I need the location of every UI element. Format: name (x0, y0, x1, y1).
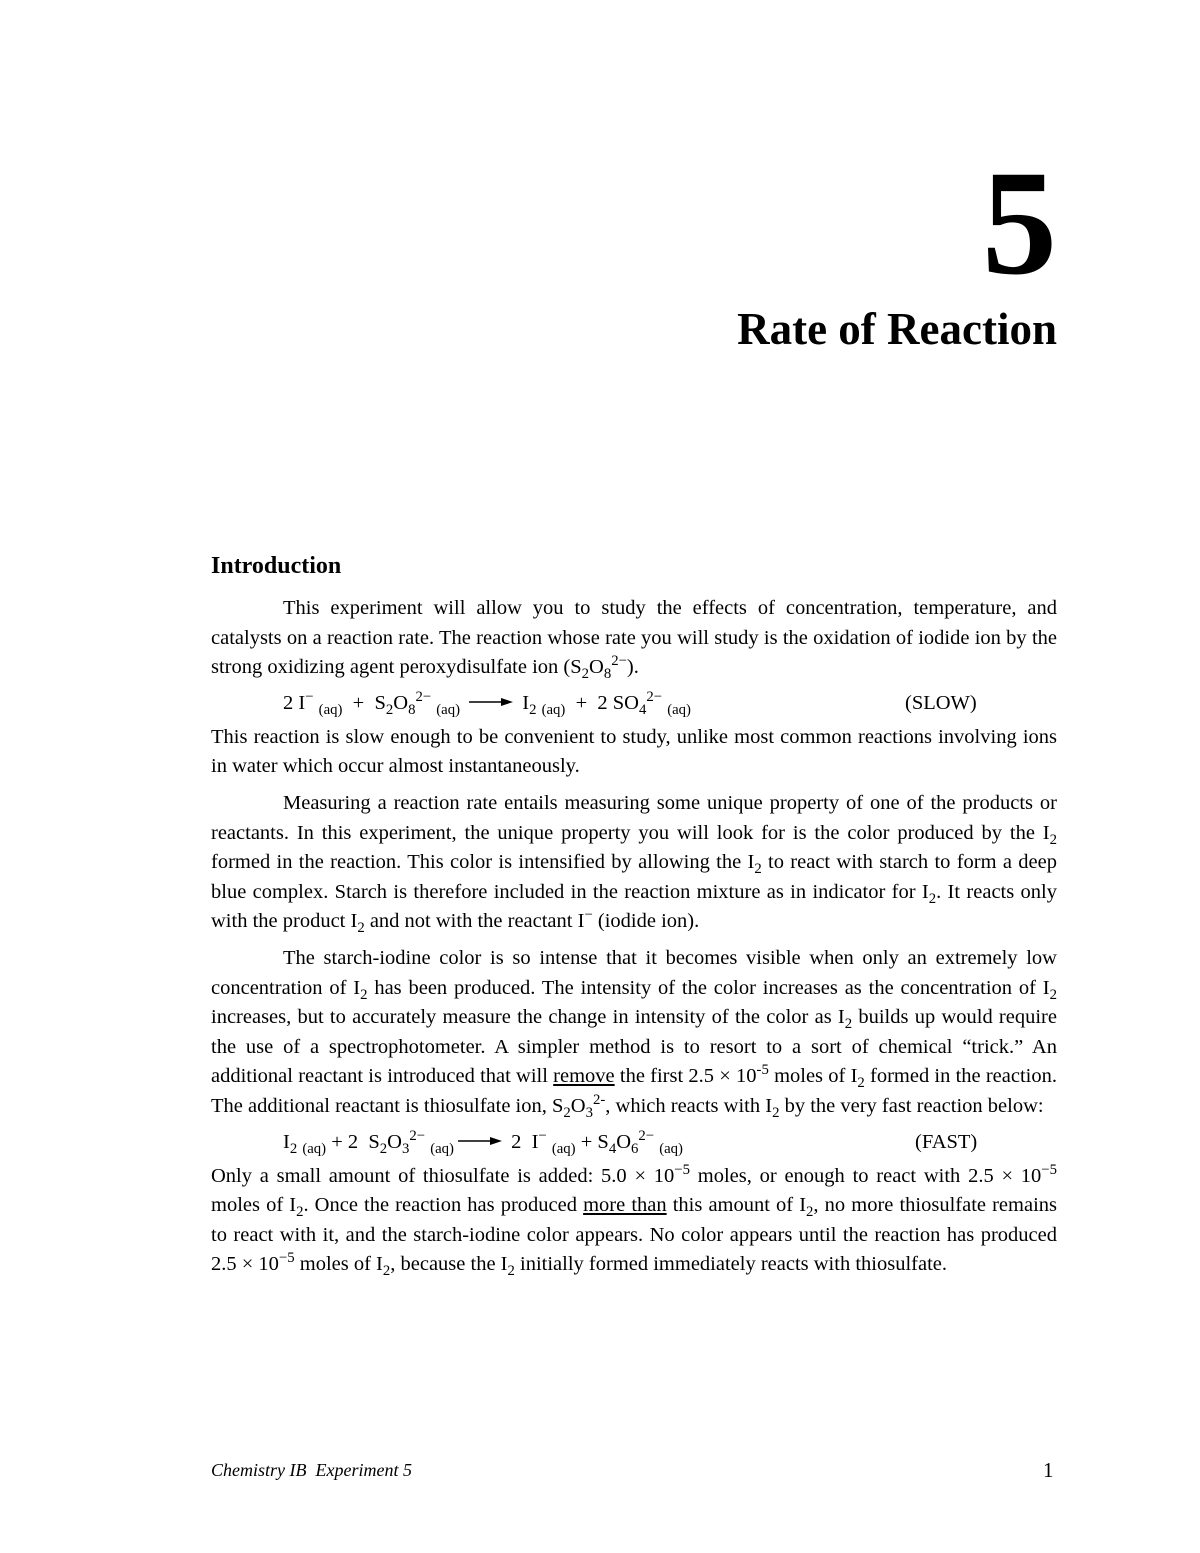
paragraph-thiosulfate: Only a small amount of thiosulfate is added: $5.0 \times 10^{-5}$ moles, or enough to react with $2.5 \times 10^{-5}$ moles of $I_2$. Once the reaction has produced more than this amount of $I_2$, no more thiosulfate remains to react with it, and the starch-iodine color appears. No color appears until the reaction has produced $2.5 \times 10^{-5}$ moles of $I_2$, because the $I_2$ initially formed immediately reacts with thiosulfate. (211, 1161, 1057, 1280)
paragraph-measuring: Measuring a reaction rate entails measuring some unique property of one of the products or reactants. In this experiment, the unique property you will look for is the color produced by the $I_2$ formed in the reaction. This color is intensified by allowing the $I_2$ to react with starch to form a deep blue complex. Starch is therefore included in the reaction mixture as in indicator for $I_2$. It reacts only with the product $I_2$ and not with the reactant I− (iodide ion). (211, 791, 1058, 937)
equation-fast-label: (FAST) (915, 1130, 978, 1153)
underlined-more-than: more than (583, 1194, 667, 1217)
paragraph-starch-iodine: The starch-iodine color is so intense that it becomes visible when only an extremely low concentration of $I_2$ has been produced. The intensity of the color increases as the concentration of $I_2$ increases, but to accurately measure the change in intensity of the color as $I_2$ builds up would require the use of a spectrophotometer. A simpler method is to resort to a sort of chemical “trick.” An additional reactant is introduced that will remove the first $2.5 \times 10^{-5}$ moles of $I_2$ formed in the reaction. The additional reactant is thiosulfate ion, $S_2O_3^{2-}$, which reacts with $I_2$ by the very fast reaction below: (211, 946, 1057, 1122)
reaction-arrow-icon (469, 696, 513, 708)
underlined-remove: remove (553, 1065, 615, 1088)
equation-fast (211, 1122, 1057, 1162)
equation-slow (211, 683, 1057, 723)
reaction-arrow-icon (458, 1135, 502, 1147)
equation-slow-label: (SLOW) (905, 691, 977, 714)
paragraph-intro: This experiment will allow you to study the effects of concentration, temperature, and catalysts on a reaction rate. The reaction whose rate you will study is the oxidation of iodide ion by the strong oxidizing agent peroxydisulfate ion $(S_2O_8^{2-})$. (211, 597, 1057, 683)
body-content (211, 548, 1057, 1280)
paragraph-slow-note: This reaction is slow enough to be convenient to study, unlike most common reactions involving ions in water which occur almost instantaneously. (211, 725, 1057, 778)
footer-title: Chemistry IB Experiment 5 (211, 1460, 412, 1480)
chapter-title: Rate of Reaction (737, 304, 1057, 354)
section-heading: Introduction (211, 553, 342, 579)
equation-fast-body: $I_2$ $_{(aq)}$ + 2 $S_2O_3^{2-}$ $_{(aq)}$ 2 I− $_{(aq)} + S_4O_6^{2-}$ $_{(aq)}$ (283, 1127, 683, 1157)
page-number: 1 (1043, 1458, 1054, 1482)
equation-slow-body: 2 I− $_{(aq)} + S_2O_8^{2-}$ $_{(aq)}$ $I_2$ $_{(aq)}$ + 2 $SO_4^{2-}$ $_{(aq)}$ (283, 688, 691, 718)
chapter-number: 5 (982, 140, 1057, 306)
